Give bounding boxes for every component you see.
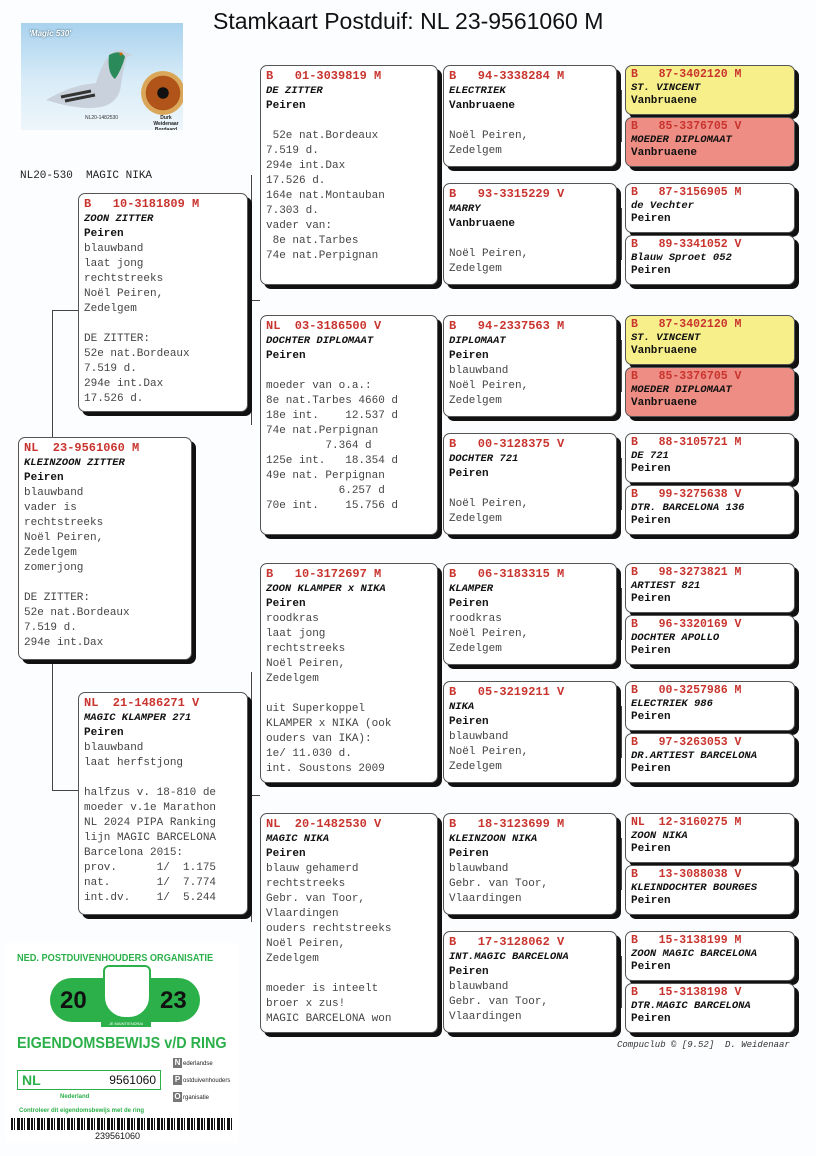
breeder-name: Peiren <box>631 961 671 973</box>
ring-number: B 93-3315229 V <box>449 187 565 201</box>
pedigree-card-gen4[interactable] <box>625 65 795 115</box>
pigeon-name: DR.ARTIEST BARCELONA <box>631 749 758 762</box>
pigeon-name: DOCHTER APOLLO <box>631 631 720 644</box>
connector-line <box>621 706 622 758</box>
ring-number: B 87-3402120 M <box>631 318 742 331</box>
pedigree-card-gen3[interactable] <box>443 315 617 417</box>
ring-number: B 06-3183315 M <box>449 567 565 581</box>
npo-line-p <box>173 1075 230 1085</box>
pigeon-eye-image <box>141 71 183 115</box>
ring-number: B 94-3338284 M <box>449 69 565 83</box>
pedigree-card-gen4[interactable] <box>625 367 795 417</box>
pigeon-name: MAGIC NIKA <box>266 833 330 845</box>
pigeon-name: DOCHTER DIPLOMAAT <box>266 335 374 347</box>
pigeon-name: KLAMPER <box>449 583 494 595</box>
page-title: Stamkaart Postduif: NL 23-9561060 M <box>213 8 604 34</box>
card-organisation: NED. POSTDUIVENHOUDERS ORGANISATIE <box>17 953 214 964</box>
pigeon-info: blauwband Gebr. van Toor, Vlaardingen <box>449 863 549 905</box>
pedigree-card-gen4[interactable] <box>625 983 795 1033</box>
barcode <box>11 1118 232 1130</box>
pigeon-name: DTR. BARCELONA 136 <box>631 501 745 514</box>
ring-number: B 96-3320169 V <box>631 618 742 631</box>
pigeon-info: moeder van o.a.: 8e nat.Tarbes 4660 d 18e int. 12.537 d 74e nat.Perpignan 7.364 d 125e int. 18.354 d 49e nat. Perpignan 6.257 d 70e int. 15.756 d <box>266 380 399 512</box>
pedigree-card-gen2[interactable] <box>260 65 438 285</box>
ring-number: B 99-3275638 V <box>631 488 742 501</box>
breeder-name: Peiren <box>84 228 124 240</box>
photo-label: NL20-530 MAGIC NIKA <box>20 170 153 182</box>
breeder-name: Vanbruaene <box>631 345 698 357</box>
pigeon-info: Noël Peiren, Zedelgem <box>449 498 529 525</box>
connector-line <box>251 300 260 301</box>
ring-number: NL 12-3160275 M <box>631 816 742 829</box>
breeder-name: Peiren <box>84 727 124 739</box>
breeder-name: Peiren <box>631 711 671 723</box>
pedigree-card-gen3[interactable] <box>443 681 617 783</box>
npo-text: ostduivenhouders <box>183 1078 231 1084</box>
pigeon-name: ZOON MAGIC BARCELONA <box>631 947 758 960</box>
pigeon-name: ZOON KLAMPER x NIKA <box>266 583 386 595</box>
breeder-name: Vanbruaene <box>631 147 698 159</box>
pigeon-name: ZOON ZITTER <box>84 213 154 225</box>
breeder-name: Peiren <box>631 763 671 775</box>
ring-number: B 01-3039819 M <box>266 69 382 83</box>
card-motto: JE MAINTIENDRAI <box>101 1020 151 1027</box>
pedigree-card-gen3[interactable] <box>443 65 617 167</box>
map-label: Nederland <box>60 1094 90 1100</box>
breeder-name: Vanbruaene <box>449 218 516 230</box>
pedigree-card-gen4[interactable] <box>625 183 795 233</box>
connector-line <box>251 795 260 796</box>
pigeon-name: MOEDER DIPLOMAAT <box>631 133 732 146</box>
pigeon-name: KLEINDOCHTER BOURGES <box>631 881 758 894</box>
pigeon-name: NIKA <box>449 701 475 713</box>
ring-number: B 97-3263053 V <box>631 736 742 749</box>
pedigree-card-gen4[interactable] <box>625 235 795 285</box>
pedigree-card-gen4[interactable] <box>625 865 795 915</box>
breeder-name: Peiren <box>631 463 671 475</box>
breeder-name: Peiren <box>266 350 306 362</box>
breeder-name: Vanbruaene <box>631 95 698 107</box>
pedigree-card-gen4[interactable] <box>625 563 795 613</box>
pigeon-info: blauwband Noël Peiren, Zedelgem <box>449 365 529 407</box>
breeder-name: Peiren <box>449 966 489 978</box>
breeder-name: Peiren <box>631 645 671 657</box>
connector-line <box>440 863 441 983</box>
pigeon-name: Blauw Sproet 052 <box>631 251 732 264</box>
pigeon-info: Noël Peiren, Zedelgem <box>449 248 529 275</box>
pigeon-image <box>41 45 141 115</box>
breeder-name: Peiren <box>631 895 671 907</box>
ring-number: B 17-3128062 V <box>449 935 565 949</box>
pedigree-card-gen4[interactable] <box>625 117 795 167</box>
control-text: Controleer dit eigendomsbewijs met de ring <box>19 1108 145 1114</box>
pigeon-info: blauwband vader is rechtstreeks Noël Peiren, Zedelgem zomerjong DE ZITTER: 52e nat.Bordeaux 7.519 d. 294e int.Dax <box>24 487 130 649</box>
breeder-name: Peiren <box>449 598 489 610</box>
year-left: 20 <box>60 987 87 1014</box>
npo-text: rganisatie <box>183 1095 210 1101</box>
pigeon-name: KLEINZOON ZITTER <box>24 457 125 469</box>
connector-line <box>621 90 622 142</box>
pedigree-card-gen4[interactable] <box>625 433 795 483</box>
pigeon-info: roodkras Noël Peiren, Zedelgem <box>449 613 529 655</box>
pigeon-info: blauwband Noël Peiren, Zedelgem <box>449 731 529 773</box>
breeder-name: Peiren <box>631 593 671 605</box>
pedigree-card-gen2[interactable] <box>260 315 438 535</box>
lion-shield-icon <box>103 965 151 1019</box>
pigeon-info: Noël Peiren, Zedelgem <box>449 130 529 157</box>
pigeon-name: ST. VINCENT <box>631 81 701 94</box>
pedigree-card-subject[interactable] <box>18 437 192 660</box>
ring-number: B 18-3123699 M <box>449 817 565 831</box>
breeder-name: Peiren <box>631 843 671 855</box>
connector-line <box>251 672 252 922</box>
year-right: 23 <box>160 987 187 1014</box>
ring-number-box <box>17 1070 161 1090</box>
ring-number: B 89-3341052 V <box>631 238 742 251</box>
barcode-number: 239561060 <box>95 1131 141 1141</box>
pigeon-name: de Vechter <box>631 199 695 212</box>
ring-number: NL 23-9561060 M <box>24 441 140 455</box>
photo-caption: 'Magic 530' <box>29 29 72 38</box>
breeder-name: Peiren <box>449 468 489 480</box>
connector-line <box>440 613 441 733</box>
connector-line <box>52 663 53 791</box>
breeder-name: Peiren <box>631 515 671 527</box>
ring-number: B 94-2337563 M <box>449 319 565 333</box>
pigeon-name: ELECTRIEK 986 <box>631 697 713 710</box>
pedigree-card-gen2[interactable] <box>260 813 438 1033</box>
pigeon-name: DOCHTER 721 <box>449 453 519 465</box>
ring-number: 9561060 <box>109 1073 156 1087</box>
ring-number: B 00-3128375 V <box>449 437 565 451</box>
connector-line <box>621 340 622 392</box>
ring-number: B 15-3138199 M <box>631 934 742 947</box>
pedigree-card-gen4[interactable] <box>625 733 795 783</box>
pigeon-name: INT.MAGIC BARCELONA <box>449 951 569 963</box>
pigeon-info: blauwband laat herfstjong halfzus v. 18-810 de moeder v.1e Marathon NL 2024 PIPA Ranking lijn MAGIC BARCELONA Barcelona 2015: prov. 1/ 1.175 nat. 1/ 7.774 int.dv. 1/ 5.244 <box>84 742 217 904</box>
pedigree-card-father[interactable] <box>78 193 248 412</box>
pigeon-name: DE ZITTER <box>266 85 323 97</box>
pedigree-card-gen2[interactable] <box>260 563 438 783</box>
connector-line <box>621 208 622 260</box>
connector-line <box>440 365 441 485</box>
breeder-name: Peiren <box>24 472 64 484</box>
connector-line <box>621 458 622 510</box>
pedigree-card-gen3[interactable] <box>443 433 617 535</box>
connector-line <box>52 310 53 437</box>
pigeon-name: ARTIEST 821 <box>631 579 701 592</box>
pigeon-name: ELECTRIEK <box>449 85 506 97</box>
npo-letter: O <box>174 1092 181 1101</box>
pigeon-info: blauwband laat jong rechtstreeks Noël Peiren, Zedelgem DE ZITTER: 52e nat.Bordeaux 7.519 d. 294e int.Dax 17.526 d. <box>84 243 190 405</box>
pigeon-name: DTR.MAGIC BARCELONA <box>631 999 751 1012</box>
breeder-name: Vanbruaene <box>631 397 698 409</box>
pigeon-name: MARRY <box>449 203 481 215</box>
ring-number: B 10-3172697 M <box>266 567 382 581</box>
breeder-name: Peiren <box>631 213 671 225</box>
ring-number: B 05-3219211 V <box>449 685 565 699</box>
pedigree-card-gen4[interactable] <box>625 615 795 665</box>
breeder-name: Vanbruaene <box>449 100 516 112</box>
ring-number: B 10-3181809 M <box>84 197 200 211</box>
pedigree-card-gen3[interactable] <box>443 813 617 915</box>
card-heading: EIGENDOMSBEWIJS v/D RING <box>17 1035 227 1052</box>
pedigree-card-gen4[interactable] <box>625 681 795 731</box>
ring-ownership-card <box>5 943 238 1143</box>
ring-number: B 87-3402120 M <box>631 68 742 81</box>
pigeon-name: ST. VINCENT <box>631 331 701 344</box>
connector-line <box>440 115 441 235</box>
photo-ring-number: NL20-1482530 <box>85 115 119 121</box>
pedigree-card-gen4[interactable] <box>625 931 795 981</box>
breeder-name: Peiren <box>449 848 489 860</box>
breeder-name: Peiren <box>631 1013 671 1025</box>
pigeon-photo <box>21 23 183 130</box>
ring-number: B 88-3105721 M <box>631 436 742 449</box>
pigeon-name: ZOON NIKA <box>631 829 688 842</box>
ring-country: NL <box>22 1072 41 1088</box>
pigeon-info: blauw gehamerd rechtstreeks Gebr. van Toor, Vlaardingen ouders rechtstreeks Noël Peiren, Zedelgem moeder is inteelt broer x zus! MAGIC BARCELONA won <box>266 863 392 1025</box>
breeder-name: Peiren <box>266 598 306 610</box>
breeder-name: Peiren <box>266 100 306 112</box>
connector-line <box>621 956 622 1008</box>
breeder-name: Peiren <box>266 848 306 860</box>
npo-letter: N <box>174 1058 181 1067</box>
ring-number: B 13-3088038 V <box>631 868 742 881</box>
ring-number: B 87-3156905 M <box>631 186 742 199</box>
pigeon-name: DE 721 <box>631 449 669 462</box>
pedigree-card-gen4[interactable] <box>625 813 795 863</box>
connector-line <box>52 790 78 791</box>
pedigree-card-gen4[interactable] <box>625 485 795 535</box>
pigeon-name: MAGIC KLAMPER 271 <box>84 712 192 724</box>
npo-line-n <box>173 1058 213 1068</box>
ring-number: B 85-3376705 V <box>631 370 742 383</box>
pedigree-card-gen3[interactable] <box>443 183 617 285</box>
ring-number: B 85-3376705 V <box>631 120 742 133</box>
connector-line <box>52 310 78 311</box>
pigeon-info: 52e nat.Bordeaux 7.519 d. 294e int.Dax 17.526 d. 164e nat.Montauban 7.303 d. vader van: 8e nat.Tarbes 74e nat.Perpignan <box>266 130 385 262</box>
ring-number: B 98-3273821 M <box>631 566 742 579</box>
ring-number: NL 21-1486271 V <box>84 696 200 710</box>
photo-owner: Durk Weidenaar Bordaard <box>153 115 179 130</box>
pigeon-name: KLEINZOON NIKA <box>449 833 538 845</box>
breeder-name: Peiren <box>449 350 489 362</box>
breeder-name: Peiren <box>631 265 671 277</box>
pigeon-info: roodkras laat jong rechtstreeks Noël Peiren, Zedelgem uit Superkoppel KLAMPER x NIKA (ook ouders van IKA): 1e/ 11.030 d. int. Soustons 2009 <box>266 613 392 775</box>
footer-credit: Compuclub © [9.52] D. Weidenaar <box>617 1040 790 1050</box>
pigeon-name: DIPLOMAAT <box>449 335 506 347</box>
ring-number: B 00-3257986 M <box>631 684 742 697</box>
connector-line <box>621 838 622 890</box>
ring-number: NL 03-3186500 V <box>266 319 382 333</box>
ring-number: B 15-3138198 V <box>631 986 742 999</box>
pedigree-card-mother[interactable] <box>78 692 248 915</box>
pigeon-info: blauwband Gebr. van Toor, Vlaardingen <box>449 981 549 1023</box>
npo-text: ederlandse <box>183 1061 213 1067</box>
pigeon-name: MOEDER DIPLOMAAT <box>631 383 732 396</box>
pedigree-card-gen3[interactable] <box>443 931 617 1033</box>
pedigree-card-gen4[interactable] <box>625 315 795 365</box>
breeder-name: Peiren <box>449 716 489 728</box>
pedigree-card-gen3[interactable] <box>443 563 617 665</box>
ring-number: NL 20-1482530 V <box>266 817 382 831</box>
npo-line-o <box>173 1092 209 1102</box>
npo-letter: P <box>174 1075 181 1084</box>
connector-line <box>621 588 622 640</box>
